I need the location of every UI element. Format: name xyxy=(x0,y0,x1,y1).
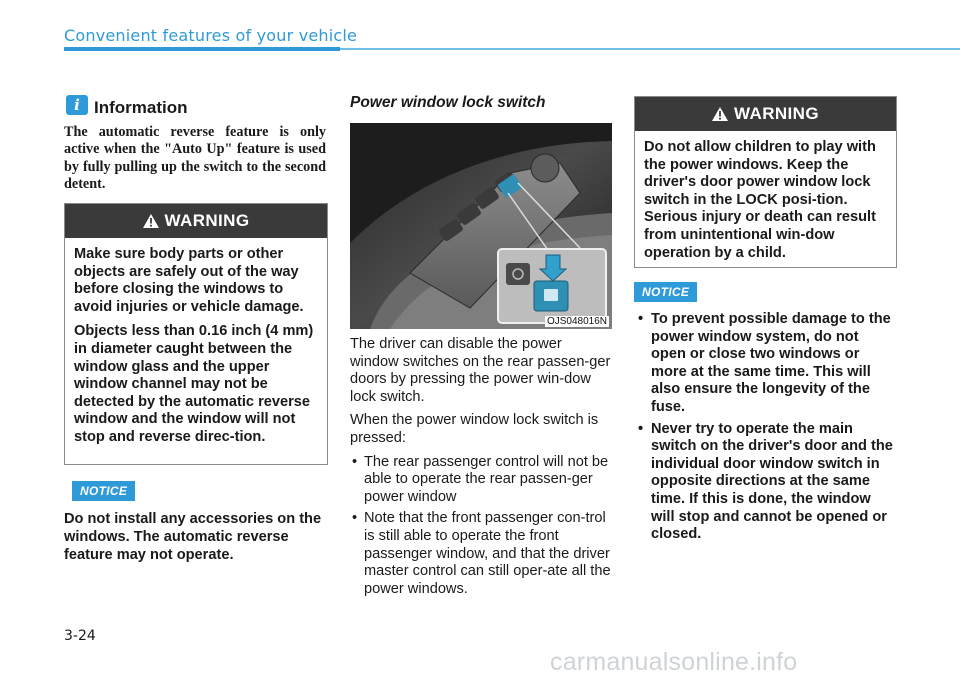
photo-caption: OJS048016N xyxy=(546,316,607,327)
body-paragraph: The driver can disable the power window switches on the rear passen-ger doors by pressing the power win-dow lock switch. xyxy=(350,336,611,405)
header-rule-light xyxy=(340,48,960,50)
warning-header xyxy=(635,97,896,131)
list-item: • Note that the front passenger con-trol is still able to operate the front passenger window, and that the driver master control can still oper-ate all the power windows. xyxy=(350,510,613,598)
info-title: Information xyxy=(94,98,188,117)
power-window-lock-body xyxy=(350,336,613,602)
warning-header xyxy=(65,204,327,238)
header-rule-dark xyxy=(64,47,340,51)
warning-paragraph: Objects less than 0.16 inch (4 mm) in diameter caught between the window glass and the upper window channel may not be detected by the automatic reverse window and the window will not stop and reverse direc-tion. xyxy=(74,323,314,445)
power-window-lock-title: Power window lock switch xyxy=(350,94,546,111)
warning-paragraph: Make sure body parts or other objects are safely out of the way before closing the windows to avoid injuries or vehicle damage. xyxy=(74,246,304,315)
notice-list-right xyxy=(634,311,896,548)
info-body: The automatic reverse feature is only active when the "Auto Up" feature is used by fully pulling up the switch to the second detent. xyxy=(64,124,326,193)
page-number: 3-24 xyxy=(64,628,96,644)
warning-box-left xyxy=(64,203,328,465)
warning-triangle-icon xyxy=(143,214,159,228)
warning-body xyxy=(65,238,327,455)
section-title: Convenient features of your vehicle xyxy=(64,26,358,45)
door-switch-photo xyxy=(350,123,612,329)
info-icon: i xyxy=(66,95,88,115)
notice-badge-right: NOTICE xyxy=(634,282,697,302)
list-item: • Never try to operate the main switch on the driver's door and the individual door window switch in opposite directions at the same time. If this is done, the window will stop and cannot be opened or closed. xyxy=(634,421,896,544)
body-paragraph: When the power window lock switch is pressed: xyxy=(350,412,599,446)
list-item: • To prevent possible damage to the power window system, do not open or close two windows or more at the same time. This will also ensure the longevity of the fuse. xyxy=(634,311,896,417)
notice-badge-left: NOTICE xyxy=(72,481,135,501)
warning-heading: WARNING xyxy=(164,211,250,230)
door-switch-illustration xyxy=(350,123,612,329)
warning-body xyxy=(635,131,896,270)
warning-paragraph: Do not allow children to play with the power windows. Keep the driver's door power window lock switch in the LOCK posi-tion. Serious injury or death can result from unintentional win-dow operation by a child. xyxy=(644,139,876,261)
warning-triangle-icon xyxy=(712,107,728,121)
warning-box-right xyxy=(634,96,897,268)
list-item: • The rear passenger control will not be able to operate the rear passen-ger power window xyxy=(350,454,613,507)
warning-heading: WARNING xyxy=(734,104,819,123)
notice-text-left: Do not install any accessories on the windows. The automatic reverse feature may not operate. xyxy=(64,511,322,563)
watermark: carmanualsonline.info xyxy=(550,648,798,676)
